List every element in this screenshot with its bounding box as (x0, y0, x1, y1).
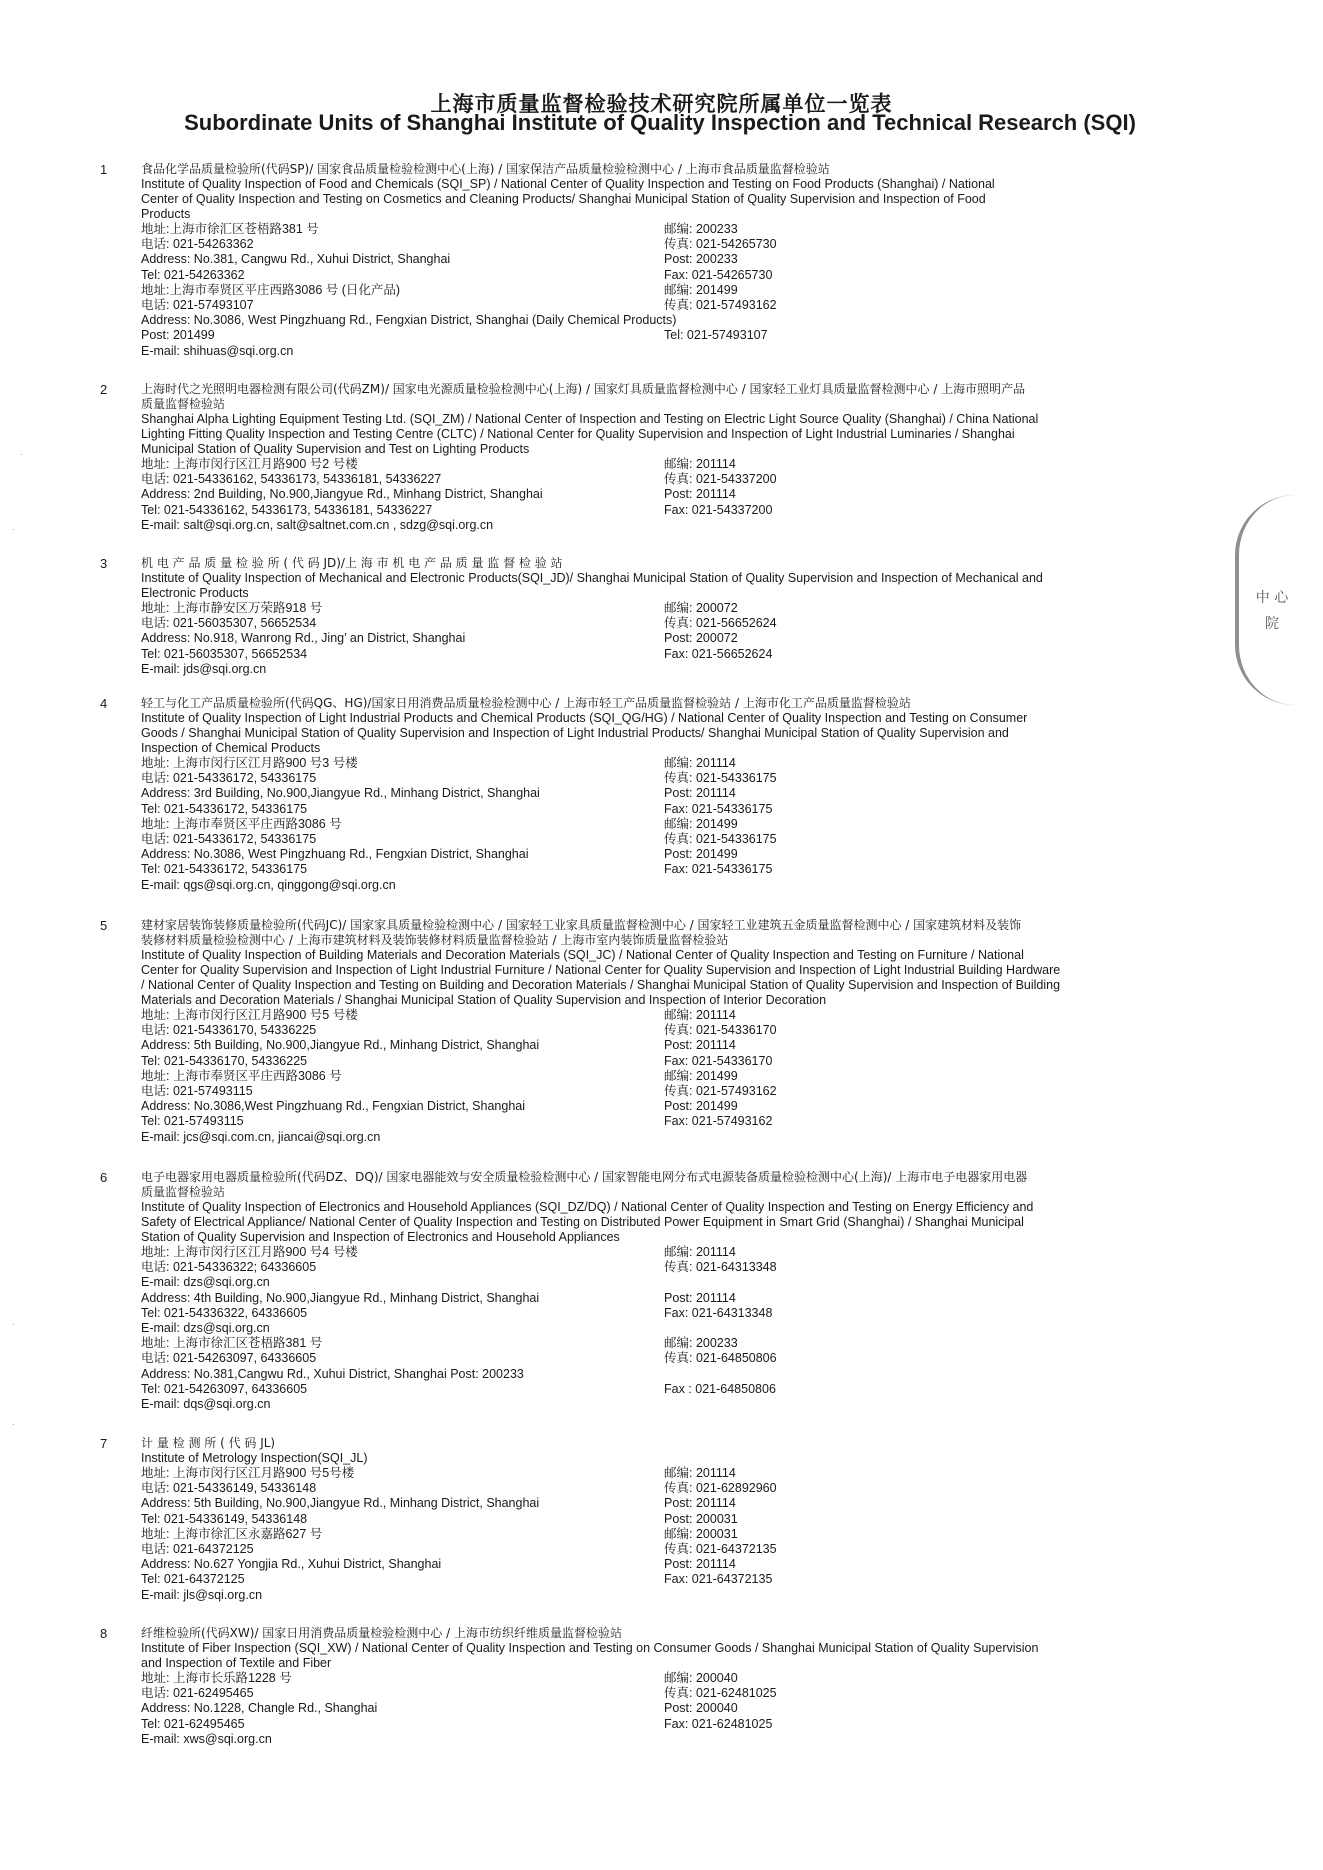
contact-row (141, 786, 1221, 801)
contact-left: Address: 4th Building, No.900,Jiangyue Rd., Minhang District, Shanghai (141, 1290, 540, 1305)
contact-row (141, 1701, 1221, 1716)
contact-left: Post: 201499 (141, 328, 215, 343)
contact-left: 电话: 021-62495465 (141, 1686, 254, 1701)
contact-right: Post: 201499 (664, 1099, 738, 1114)
unit-number: 7 (100, 1436, 108, 1451)
contact-right: Post: 201114 (664, 1290, 736, 1305)
contact-left: Address: No.3086,West Pingzhuang Rd., Fengxian District, Shanghai (141, 1099, 526, 1114)
contact-right: 邮编: 200233 (664, 222, 738, 236)
contact-left: Address: No.381,Cangwu Rd., Xuhui District, Shanghai Post: 200233 (141, 1366, 524, 1381)
contact-left: Tel: 021-57493115 (141, 1114, 244, 1129)
contact-left: 地址: 上海市闵行区江月路900 号5 号楼 (141, 1008, 358, 1022)
unit-header-en: Municipal Station of Quality Supervision and Test on Lighting Products (141, 442, 530, 456)
unit-header-en: Institute of Quality Inspection of Food and Chemicals (SQI_SP) / National Center of Quality Inspection and Testing on Food Products (Shanghai) / National (141, 177, 995, 191)
unit-body (141, 918, 1221, 1145)
contact-left: 地址: 上海市闵行区江月路900 号4 号楼 (141, 1245, 358, 1259)
unit-email: E-mail: jls@sqi.org.cn (141, 1587, 263, 1602)
contact-row (141, 1717, 1221, 1732)
contact-row (141, 847, 1221, 862)
unit-header-cn: 食品化学品质量检验所(代码SP)/ 国家食品质量检验检测中心(上海) / 国家保洁产品质量检验检测中心 / 上海市食品质量监督检验站 (141, 162, 830, 176)
unit-number: 2 (100, 382, 108, 397)
contact-row (141, 631, 1221, 646)
contact-left: 电话: 021-54336162, 54336173, 54336181, 54336227 (141, 472, 442, 487)
unit-header-cn: 建材家居装饰装修质量检验所(代码JC)/ 国家家具质量检验检测中心 / 国家轻工业家具质量监督检测中心 / 国家轻工业建筑五金质量监督检测中心 / 国家建筑材料及装饰 (141, 918, 1022, 932)
contact-row (141, 1069, 1221, 1084)
contact-right: 邮编: 200072 (664, 601, 738, 615)
contact-left: Tel: 021-54263097, 64336605 (141, 1381, 308, 1396)
unit-header-en: Goods / Shanghai Municipal Station of Quality Supervision and Inspection of Light Industrial Products/ Shanghai Municipal Station of Quality Supervision and (141, 726, 1009, 740)
contact-row (141, 1275, 1221, 1290)
contact-right: 传真: 021-57493162 (664, 297, 777, 312)
contact-rows (141, 1671, 1221, 1732)
contact-left: Tel: 021-56035307, 56652534 (141, 646, 308, 661)
unit-number: 6 (100, 1170, 108, 1185)
contact-right: 邮编: 201499 (664, 282, 738, 297)
contact-right: Post: 201114 (664, 1557, 736, 1572)
unit-number: 3 (100, 556, 108, 571)
contact-right: Fax: 021-54336175 (664, 862, 773, 877)
contact-row (141, 222, 1221, 237)
contact-right: Fax: 021-62481025 (664, 1716, 773, 1731)
contact-row (141, 1291, 1221, 1306)
contact-row (141, 313, 1221, 328)
unit-number: 1 (100, 162, 108, 177)
unit-header-en: Station of Quality Supervision and Inspection of Electronics and Household Appliances (141, 1230, 620, 1244)
contact-left: 地址: 上海市徐汇区永嘉路627 号 (141, 1526, 323, 1541)
contact-right: 传真: 021-57493162 (664, 1083, 777, 1098)
unit-header-en: Lighting Fitting Quality Inspection and Testing Centre (CLTC) / National Center for Quality Supervision and Inspection of Light Industrial Luminaries / Shanghai (141, 427, 1015, 441)
unit-header-en: Safety of Electrical Appliance/ National Center of Quality Inspection and Testing on Distributed Power Equipment in Smart Grid (Shanghai) / Shanghai Municipal (141, 1215, 1024, 1229)
unit-header-en: Materials and Decoration Materials / Shanghai Municipal Station of Quality Supervision and Inspection of Interior Decoration (141, 993, 827, 1007)
contact-rows (141, 457, 1221, 518)
seal-stamp-text: 中 心 院 (1255, 590, 1289, 632)
contact-row (141, 647, 1221, 662)
contact-right: Fax: 021-54336170 (664, 1053, 773, 1068)
contact-right: Post: 201114 (664, 786, 736, 801)
contact-right: Post: 200031 (664, 1511, 738, 1526)
contact-right: 传真: 021-64850806 (664, 1351, 777, 1366)
contact-rows (141, 756, 1221, 878)
contact-row (141, 817, 1221, 832)
contact-right: Fax: 021-54336175 (664, 801, 773, 816)
contact-left: 地址: 上海市闵行区江月路900 号2 号楼 (141, 457, 358, 471)
contact-rows (141, 1245, 1221, 1397)
contact-right: 传真: 021-62892960 (664, 1481, 777, 1496)
contact-right: 邮编: 201114 (664, 1245, 736, 1259)
contact-left: 地址:上海市徐汇区苍梧路381 号 (141, 222, 319, 236)
unit-body (141, 382, 1221, 533)
contact-rows (141, 601, 1221, 662)
contact-left: E-mail: dzs@sqi.org.cn (141, 1320, 270, 1335)
contact-row (141, 1572, 1221, 1587)
contact-row (141, 1336, 1221, 1351)
contact-row (141, 283, 1221, 298)
unit-body (141, 1626, 1221, 1747)
contact-left: Address: 5th Building, No.900,Jiangyue Rd., Minhang District, Shanghai (141, 1038, 540, 1053)
unit-header-en: / National Center of Quality Inspection and Testing on Building and Decoration Materials / Shanghai Municipal Station of Quality Supervision and Inspection of Building (141, 978, 1061, 992)
contact-right: 邮编: 201114 (664, 457, 736, 471)
document-title-cn: 上海市质量监督检验技术研究院所属单位一览表 (430, 91, 893, 116)
contact-left: 电话: 021-57493107 (141, 297, 254, 312)
contact-left: Address: No.1228, Changle Rd., Shanghai (141, 1701, 378, 1716)
unit-header-cn: 计 量 检 测 所 ( 代 码 JL) (141, 1436, 276, 1450)
contact-left: Tel: 021-64372125 (141, 1572, 245, 1587)
contact-left: 地址: 上海市静安区万荣路918 号 (141, 601, 323, 615)
contact-left: 电话: 021-54263362 (141, 237, 254, 252)
contact-row (141, 487, 1221, 502)
contact-right: Fax: 021-54265730 (664, 267, 773, 282)
contact-right: 传真: 021-54265730 (664, 237, 777, 252)
unit-email: E-mail: qgs@sqi.org.cn, qinggong@sqi.org.cn (141, 877, 396, 892)
unit-header-en: Shanghai Alpha Lighting Equipment Testing Ltd. (SQI_ZM) / National Center of Inspection and Testing on Electric Light Source Quality (Shanghai) / China National (141, 412, 1039, 426)
unit-number: 4 (100, 696, 108, 711)
contact-right: Post: 200072 (664, 631, 738, 646)
unit-header-cn: 质量监督检验站 (141, 1185, 226, 1199)
unit-header-en: Center for Quality Supervision and Inspection of Light Industrial Furniture / National Center for Quality Supervision and Inspection of Light Industrial Building Hardware (141, 963, 1061, 977)
contact-left: Address: No.381, Cangwu Rd., Xuhui District, Shanghai (141, 252, 451, 267)
contact-left: 电话: 021-54336172, 54336175 (141, 831, 317, 846)
contact-row (141, 802, 1221, 817)
unit-header-cn: 纤维检验所(代码XW)/ 国家日用消费品质量检验检测中心 / 上海市纺织纤维质量监督检验站 (141, 1626, 622, 1640)
contact-right: Post: 201114 (664, 1038, 736, 1053)
contact-left: 电话: 021-57493115 (141, 1083, 253, 1098)
contact-right: 邮编: 200233 (664, 1336, 738, 1351)
contact-left: Tel: 021-54336322, 64336605 (141, 1305, 308, 1320)
unit-header-en: Institute of Quality Inspection of Building Materials and Decoration Materials (SQI_JC) / National Center of Quality Inspection and Testing on Furniture / National (141, 948, 1024, 962)
contact-left: Address: 3rd Building, No.900,Jiangyue Rd., Minhang District, Shanghai (141, 786, 540, 801)
contact-left: 电话: 021-54336149, 54336148 (141, 1481, 317, 1496)
unit-body (141, 696, 1221, 893)
contact-rows (141, 1466, 1221, 1588)
contact-left: Address: No.627 Yongjia Rd., Xuhui District, Shanghai (141, 1557, 442, 1572)
unit-number: 8 (100, 1626, 108, 1641)
contact-left: 地址: 上海市闵行区江月路900 号5号楼 (141, 1466, 355, 1480)
document-title-en: Subordinate Units of Shanghai Institute of Quality Inspection and Technical Research (SQI) (184, 110, 1136, 135)
contact-row (141, 1038, 1221, 1053)
contact-right: Fax: 021-64372135 (664, 1572, 773, 1587)
contact-row (141, 616, 1221, 631)
contact-row (141, 601, 1221, 616)
scan-speck: · (12, 1420, 15, 1429)
unit-header-en: Institute of Metrology Inspection(SQI_JL) (141, 1451, 368, 1465)
contact-right: Fax : 021-64850806 (664, 1381, 776, 1396)
contact-row (141, 1054, 1221, 1069)
contact-row (141, 862, 1221, 877)
contact-left: Address: 5th Building, No.900,Jiangyue Rd., Minhang District, Shanghai (141, 1496, 540, 1511)
contact-left: 地址: 上海市徐汇区苍梧路381 号 (141, 1336, 323, 1351)
contact-right: 传真: 021-64372135 (664, 1541, 777, 1556)
unit-body (141, 1170, 1221, 1412)
contact-left: 地址: 上海市奉贤区平庄西路3086 号 (141, 816, 342, 831)
contact-row (141, 771, 1221, 786)
unit-header-en: Institute of Quality Inspection of Electronics and Household Appliances (SQI_DZ/DQ) / National Center of Quality Inspection and Testing on Energy Efficiency and (141, 1200, 1034, 1214)
unit-header-cn: 装修材料质量检验检测中心 / 上海市建筑材料及装饰装修材料质量监督检验站 / 上海市室内装饰质量监督检验站 (141, 933, 729, 947)
unit-header-en: Institute of Quality Inspection of Mechanical and Electronic Products(SQI_JD)/ Shanghai Municipal Station of Quality Supervision and Inspection of Mechanical and (141, 571, 1043, 585)
unit-header-en: Products (141, 207, 191, 221)
unit-header-cn: 上海时代之光照明电器检测有限公司(代码ZM)/ 国家电光源质量检验检测中心(上海) / 国家灯具质量监督检测中心 / 国家轻工业灯具质量监督检测中心 / 上海市照明产品 (141, 382, 1026, 396)
contact-row (141, 252, 1221, 267)
unit-header-en: Center of Quality Inspection and Testing on Cosmetics and Cleaning Products/ Shanghai Municipal Station of Quality Supervision and Inspection of Food (141, 192, 986, 206)
contact-left: E-mail: dzs@sqi.org.cn (141, 1275, 270, 1290)
contact-row (141, 1496, 1221, 1511)
contact-left: 电话: 021-64372125 (141, 1541, 254, 1556)
contact-right: 邮编: 201114 (664, 1466, 736, 1480)
contact-left: 电话: 021-56035307, 56652534 (141, 616, 317, 631)
contact-left: Address: No.3086, West Pingzhuang Rd., Fengxian District, Shanghai (141, 847, 529, 862)
contact-left: 电话: 021-54336322; 64336605 (141, 1260, 317, 1275)
contact-left: Tel: 021-54336149, 54336148 (141, 1511, 308, 1526)
contact-right: 邮编: 200031 (664, 1526, 738, 1541)
unit-email: E-mail: dqs@sqi.org.cn (141, 1396, 271, 1411)
contact-left: Tel: 021-54336172, 54336175 (141, 801, 308, 816)
unit-header-en: Inspection of Chemical Products (141, 741, 321, 755)
contact-right: 传真: 021-54336175 (664, 771, 777, 786)
contact-right: Post: 201499 (664, 847, 738, 862)
contact-left: Tel: 021-54336172, 54336175 (141, 862, 308, 877)
scan-speck: · (12, 525, 15, 534)
unit-body (141, 162, 1221, 359)
contact-row (141, 237, 1221, 252)
contact-left: Address: 2nd Building, No.900,Jiangyue Rd., Minhang District, Shanghai (141, 487, 543, 502)
contact-row (141, 1008, 1221, 1023)
contact-left: Tel: 021-54263362 (141, 267, 245, 282)
contact-right: Fax: 021-64313348 (664, 1305, 773, 1320)
unit-email: E-mail: shihuas@sqi.org.cn (141, 343, 294, 358)
unit-header-en: Institute of Quality Inspection of Light Industrial Products and Chemical Products (SQI_QG/HG) / National Center of Quality Inspection and Testing on Consumer (141, 711, 1028, 725)
contact-right: Fax: 021-54337200 (664, 502, 773, 517)
contact-right: 邮编: 201499 (664, 816, 738, 831)
contact-right: Tel: 021-57493107 (664, 328, 768, 343)
contact-left: Tel: 021-54336162, 54336173, 54336181, 54336227 (141, 502, 433, 517)
contact-right: 传真: 021-54336170 (664, 1023, 777, 1038)
contact-right: 传真: 021-56652624 (664, 616, 777, 631)
contact-right: 邮编: 200040 (664, 1671, 738, 1685)
contact-row (141, 1466, 1221, 1481)
contact-row (141, 1686, 1221, 1701)
contact-row (141, 1084, 1221, 1099)
contact-right: Post: 201114 (664, 487, 736, 502)
contact-left: 地址: 上海市闵行区江月路900 号3 号楼 (141, 756, 358, 770)
contact-left: Tel: 021-62495465 (141, 1716, 245, 1731)
unit-header-cn: 电子电器家用电器质量检验所(代码DZ、DQ)/ 国家电器能效与安全质量检验检测中心 / 国家智能电网分布式电源装备质量检验检测中心(上海)/ 上海市电子电器家用电器 (141, 1170, 1028, 1184)
contact-right: Fax: 021-56652624 (664, 646, 773, 661)
unit-body (141, 1436, 1221, 1603)
contact-row (141, 328, 1221, 343)
unit-email: E-mail: xws@sqi.org.cn (141, 1731, 272, 1746)
contact-row (141, 1527, 1221, 1542)
contact-left: 电话: 021-54263097, 64336605 (141, 1351, 317, 1366)
unit-header-en: and Inspection of Textile and Fiber (141, 1656, 332, 1670)
contact-row (141, 503, 1221, 518)
contact-row (141, 1512, 1221, 1527)
contact-rows (141, 222, 1221, 344)
contact-right: 传真: 021-64313348 (664, 1260, 777, 1275)
contact-row (141, 832, 1221, 847)
contact-row (141, 1351, 1221, 1366)
contact-left: Address: No.3086, West Pingzhuang Rd., Fengxian District, Shanghai (Daily Chemical Products) (141, 313, 677, 328)
contact-row (141, 1245, 1221, 1260)
contact-row (141, 1260, 1221, 1275)
contact-left: 地址:上海市奉贤区平庄西路3086 号 (日化产品) (141, 282, 401, 297)
contact-left: 电话: 021-54336170, 54336225 (141, 1023, 317, 1038)
unit-header-cn: 轻工与化工产品质量检验所(代码QG、HG)/国家日用消费品质量检验检测中心 / 上海市轻工产品质量监督检验站 / 上海市化工产品质量监督检验站 (141, 696, 911, 710)
contact-right: Post: 200233 (664, 252, 738, 267)
contact-row (141, 1321, 1221, 1336)
unit-header-en: Electronic Products (141, 586, 249, 600)
unit-email: E-mail: salt@sqi.org.cn, salt@saltnet.com.cn , sdzg@sqi.org.cn (141, 517, 494, 532)
unit-email: E-mail: jds@sqi.org.cn (141, 661, 267, 676)
contact-row (141, 1481, 1221, 1496)
contact-left: 电话: 021-54336172, 54336175 (141, 771, 317, 786)
contact-left: 地址: 上海市奉贤区平庄西路3086 号 (141, 1068, 342, 1083)
contact-right: Post: 200040 (664, 1701, 738, 1716)
contact-right: 邮编: 201114 (664, 756, 736, 770)
contact-row (141, 1671, 1221, 1686)
contact-row (141, 1382, 1221, 1397)
contact-right: Post: 201114 (664, 1496, 736, 1511)
unit-number: 5 (100, 918, 108, 933)
scan-speck: · (20, 450, 23, 459)
contact-row (141, 1114, 1221, 1129)
unit-email: E-mail: jcs@sqi.com.cn, jiancai@sqi.org.cn (141, 1129, 381, 1144)
unit-header-en: Institute of Fiber Inspection (SQI_XW) / National Center of Quality Inspection and Testing on Consumer Goods / Shanghai Municipal Station of Quality Supervision (141, 1641, 1039, 1655)
contact-row (141, 457, 1221, 472)
contact-left: 地址: 上海市长乐路1228 号 (141, 1671, 292, 1685)
contact-rows (141, 1008, 1221, 1130)
contact-left: Tel: 021-54336170, 54336225 (141, 1053, 308, 1068)
contact-right: 传真: 021-54336175 (664, 831, 777, 846)
unit-body (141, 556, 1221, 677)
contact-row (141, 472, 1221, 487)
unit-header-cn: 机 电 产 品 质 量 检 验 所 ( 代 码 JD)/上 海 市 机 电 产 品 质 量 监 督 检 验 站 (141, 556, 563, 570)
contact-right: 邮编: 201114 (664, 1008, 736, 1022)
contact-row (141, 1306, 1221, 1321)
scan-speck: · (12, 1320, 15, 1329)
contact-right: Fax: 021-57493162 (664, 1114, 773, 1129)
contact-row (141, 1367, 1221, 1382)
contact-row (141, 1023, 1221, 1038)
contact-row (141, 1099, 1221, 1114)
contact-row (141, 1542, 1221, 1557)
contact-row (141, 268, 1221, 283)
contact-right: 邮编: 201499 (664, 1068, 738, 1083)
contact-right: 传真: 021-54337200 (664, 472, 777, 487)
contact-row (141, 1557, 1221, 1572)
contact-row (141, 756, 1221, 771)
contact-left: Address: No.918, Wanrong Rd., Jing’ an District, Shanghai (141, 631, 466, 646)
contact-row (141, 298, 1221, 313)
unit-header-cn: 质量监督检验站 (141, 397, 226, 411)
contact-right: 传真: 021-62481025 (664, 1686, 777, 1701)
